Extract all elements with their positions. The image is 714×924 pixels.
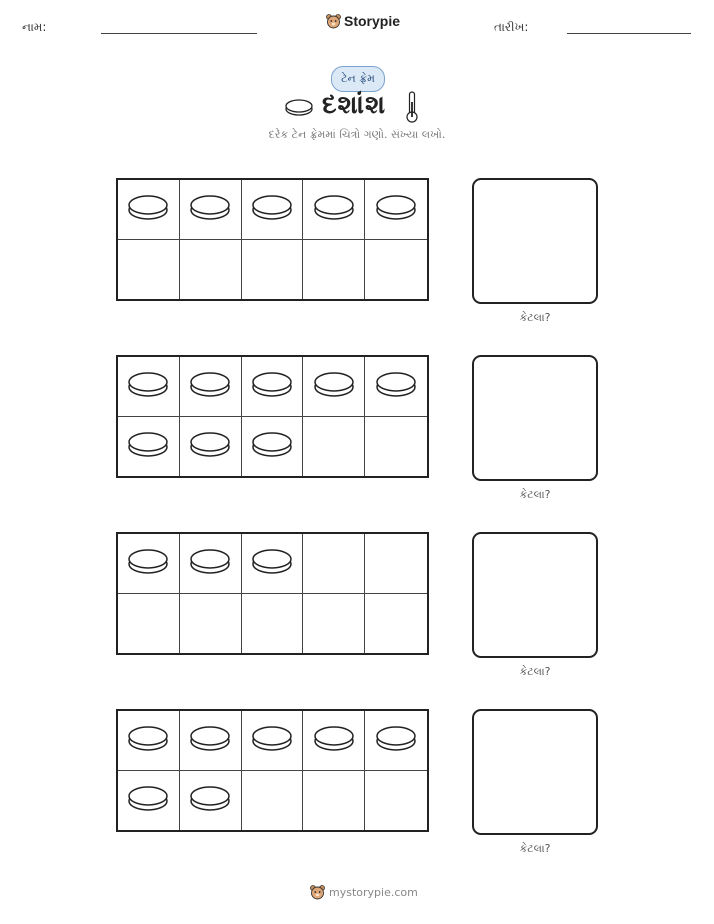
counter-icon (127, 192, 169, 226)
ten-frame (116, 532, 429, 655)
frame-cell (118, 771, 180, 831)
name-label: નામ: (22, 20, 47, 34)
frame-cell (365, 594, 427, 654)
footer-url: mystorypie.com (329, 885, 418, 899)
how-many-label: કેટલા? (519, 311, 551, 324)
brand-name: Storypie (344, 13, 401, 29)
frame-cell (118, 180, 180, 240)
counter-icon (127, 783, 169, 817)
ten-frame (116, 178, 429, 301)
footer (310, 884, 418, 900)
brand-logo (326, 13, 400, 29)
frame-cell (118, 240, 180, 300)
frame-cell (303, 711, 365, 771)
frame-cell (180, 417, 242, 477)
frame-cell (180, 594, 242, 654)
answer-box[interactable] (472, 709, 598, 835)
counter-icon (251, 723, 293, 757)
counter-icon (189, 192, 231, 226)
answer-box[interactable] (472, 355, 598, 481)
ten-frame (116, 709, 429, 832)
frame-cell (365, 534, 427, 594)
frame-cell (365, 711, 427, 771)
counter-icon (189, 723, 231, 757)
frame-cell (242, 711, 304, 771)
counter-icon (375, 369, 417, 403)
frame-cell (303, 534, 365, 594)
thermometer-icon (405, 90, 419, 124)
frame-cell (303, 357, 365, 417)
answer-box[interactable] (472, 178, 598, 304)
instruction-text: દરેક ટેન ફ્રેમમાં ચિત્રો ગણો. સંખ્યા લખો. (268, 128, 446, 141)
counter-icon (189, 429, 231, 463)
date-label: તારીખ: (494, 20, 529, 34)
frame-cell (118, 594, 180, 654)
counter-icon (375, 723, 417, 757)
counter-icon (251, 369, 293, 403)
frame-cell (365, 180, 427, 240)
frame-cell (242, 357, 304, 417)
frame-cell (118, 417, 180, 477)
how-many-label: કેટલા? (519, 665, 551, 678)
frame-cell (303, 594, 365, 654)
page-title: દશાંશ (322, 90, 386, 120)
name-line[interactable] (101, 33, 257, 34)
frame-cell (242, 240, 304, 300)
how-many-label: કેટલા? (519, 842, 551, 855)
frame-cell (242, 771, 304, 831)
frame-cell (365, 771, 427, 831)
how-many-label: કેટલા? (519, 488, 551, 501)
frame-cell (365, 240, 427, 300)
frame-cell (180, 711, 242, 771)
date-line[interactable] (567, 33, 691, 34)
counter-icon (313, 723, 355, 757)
frame-cell (118, 357, 180, 417)
bear-icon (310, 884, 325, 900)
topic-badge: ટેન ફ્રેમ (331, 66, 385, 92)
frame-cell (242, 180, 304, 240)
frame-cell (303, 417, 365, 477)
frame-cell (180, 180, 242, 240)
frame-cell (365, 357, 427, 417)
counter-icon (189, 369, 231, 403)
frame-cell (180, 240, 242, 300)
frame-cell (180, 771, 242, 831)
counter-icon (251, 546, 293, 580)
frame-cell (242, 594, 304, 654)
answer-box[interactable] (472, 532, 598, 658)
frame-cell (303, 240, 365, 300)
counter-icon (127, 429, 169, 463)
counter-icon (127, 723, 169, 757)
frame-cell (118, 711, 180, 771)
counter-icon (251, 429, 293, 463)
counter-icon (189, 546, 231, 580)
counter-icon (284, 96, 314, 118)
counter-icon (189, 783, 231, 817)
frame-cell (303, 180, 365, 240)
counter-icon (127, 546, 169, 580)
frame-cell (365, 417, 427, 477)
frame-cell (180, 534, 242, 594)
counter-icon (313, 369, 355, 403)
frame-cell (242, 417, 304, 477)
frame-cell (242, 534, 304, 594)
counter-icon (313, 192, 355, 226)
counter-icon (127, 369, 169, 403)
frame-cell (118, 534, 180, 594)
bear-icon (326, 13, 341, 29)
frame-cell (180, 357, 242, 417)
counter-icon (375, 192, 417, 226)
ten-frame (116, 355, 429, 478)
frame-cell (303, 771, 365, 831)
counter-icon (251, 192, 293, 226)
